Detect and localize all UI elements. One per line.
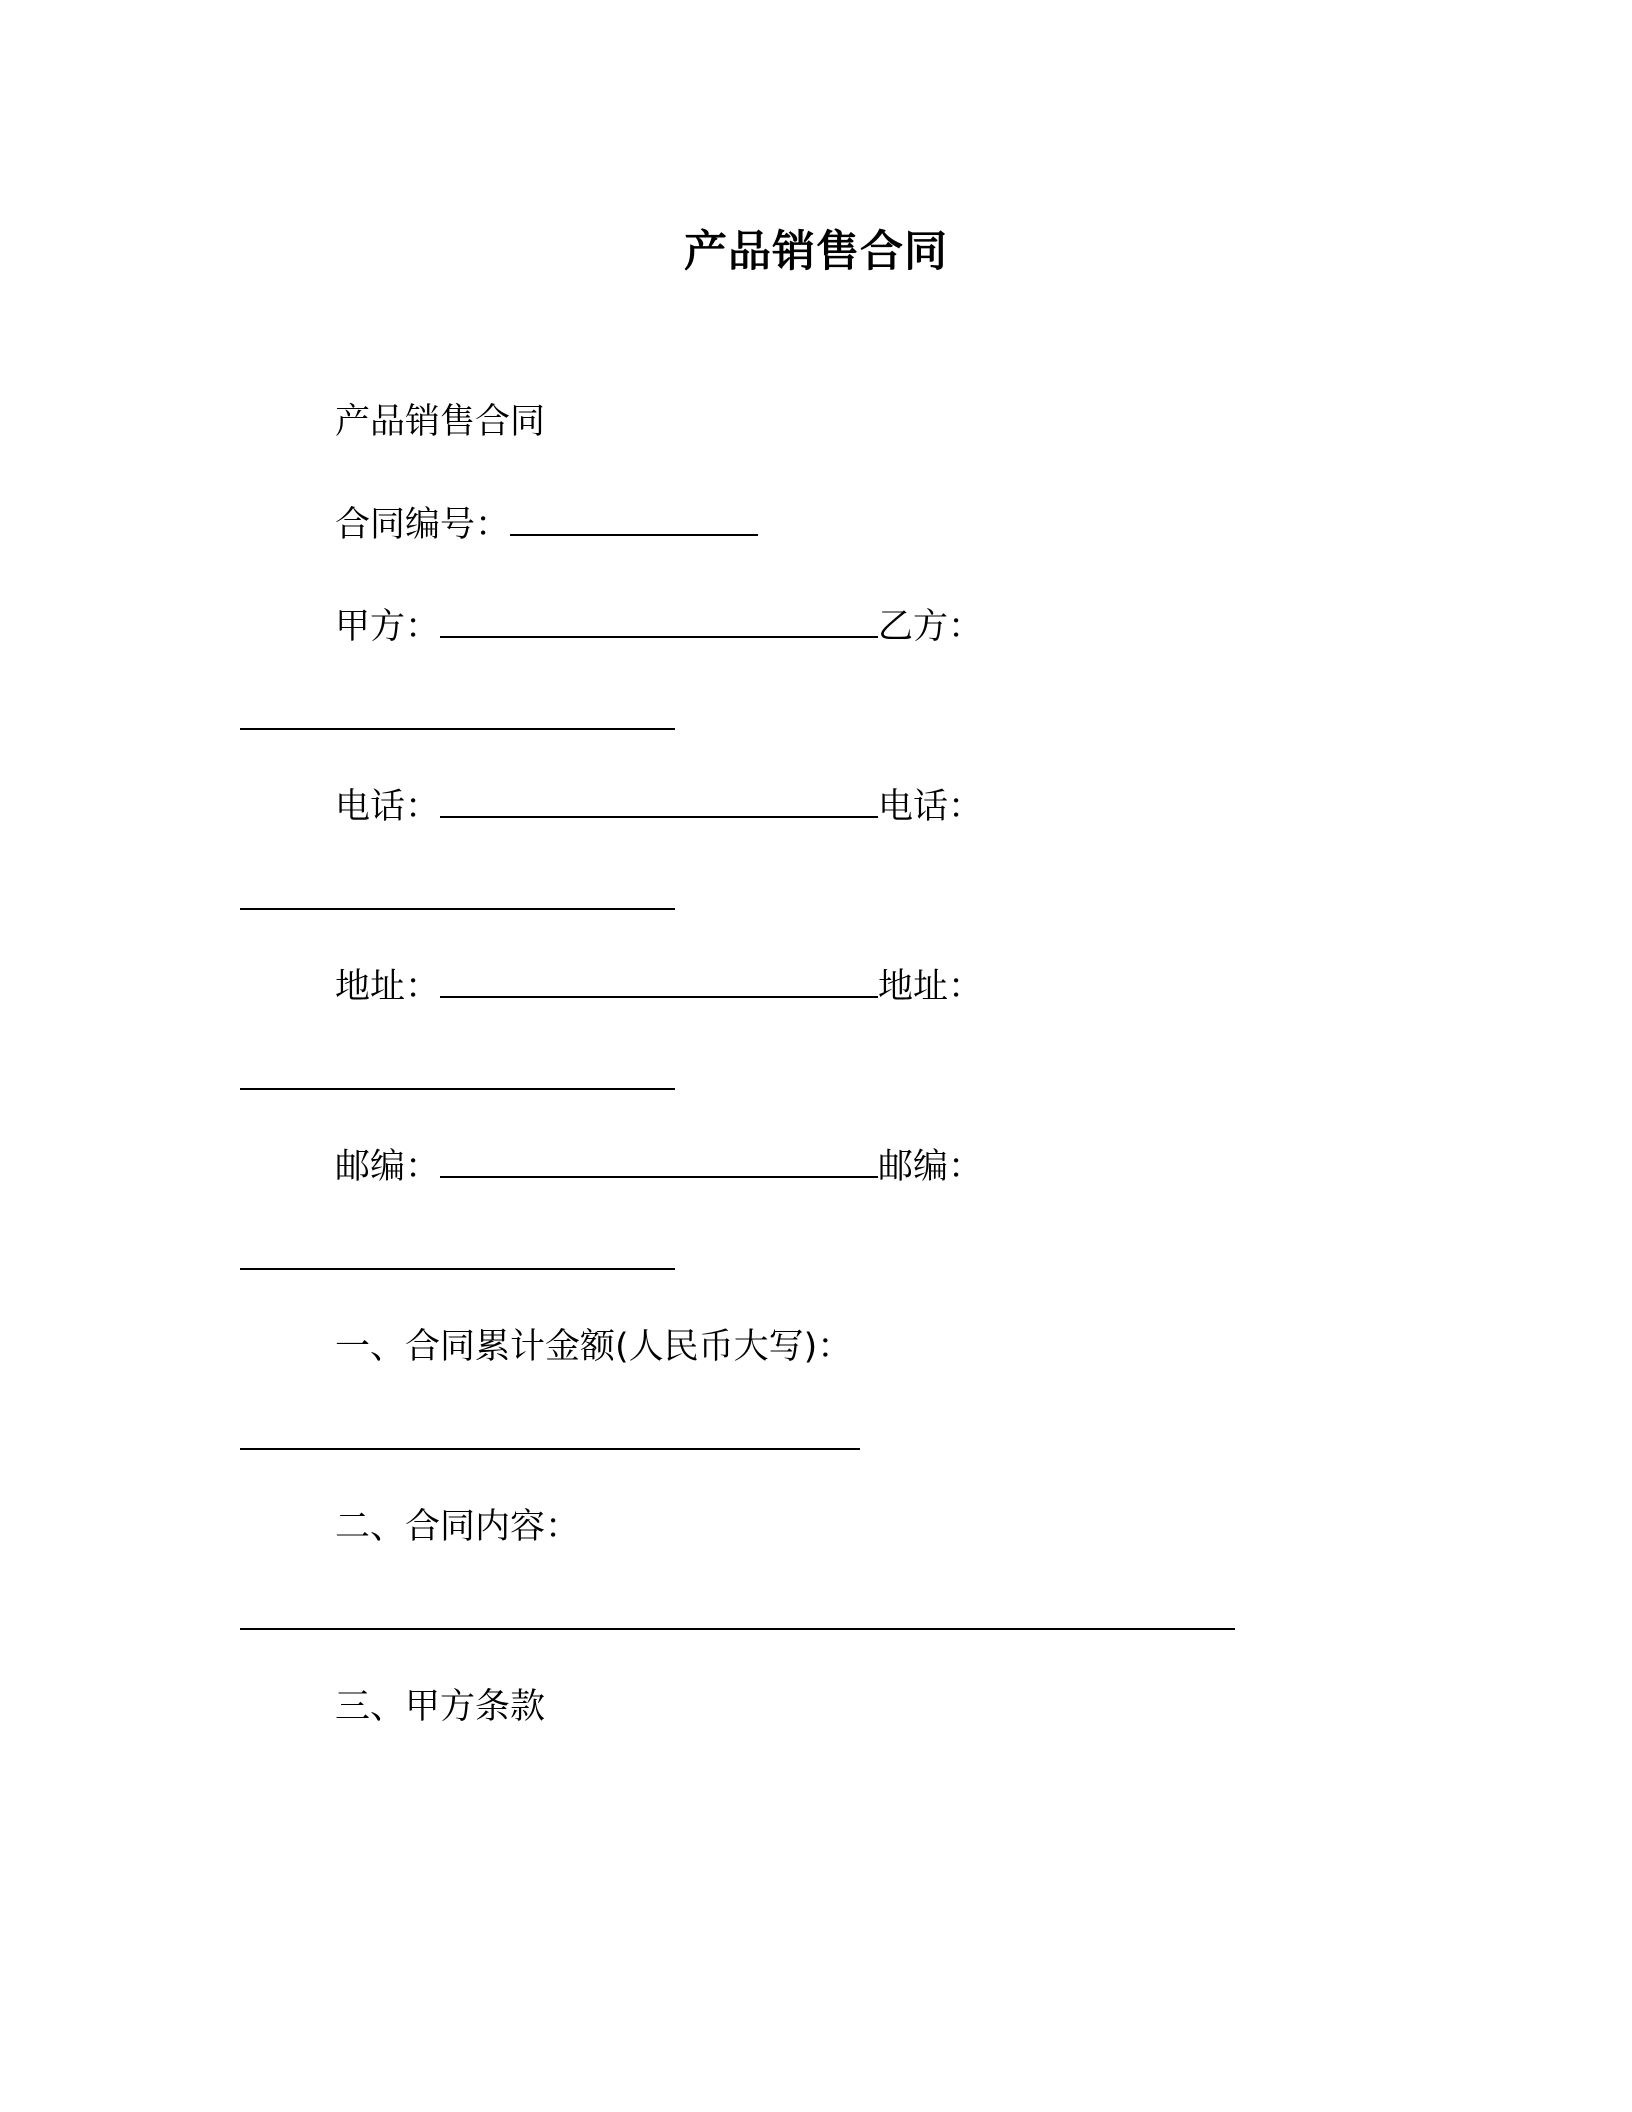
- party-b-label: 乙方：: [878, 607, 984, 647]
- document-title: 产品销售合同: [684, 227, 948, 277]
- address-b-blank[interactable]: [240, 1088, 675, 1090]
- postcode-b-label: 邮编：: [878, 1147, 984, 1187]
- postcode-b-blank[interactable]: [240, 1268, 675, 1270]
- phone-a-label: 电话：: [335, 787, 441, 827]
- address-line: [335, 962, 983, 1012]
- address-b-label: 地址：: [878, 967, 984, 1007]
- party-b-blank[interactable]: [240, 728, 675, 730]
- section-2-heading: 二、合同内容：: [335, 1507, 581, 1547]
- party-line: [335, 602, 983, 652]
- phone-b-label: 电话：: [878, 787, 984, 827]
- contract-number-blank[interactable]: [510, 504, 758, 536]
- subtitle: 产品销售合同: [335, 402, 546, 442]
- address-a-blank[interactable]: [440, 966, 878, 998]
- contract-number-label: 合同编号：: [335, 505, 511, 545]
- section-1-heading: 一、合同累计金额(人民币大写)：: [335, 1327, 853, 1367]
- section-3-heading: 三、甲方条款: [335, 1687, 546, 1727]
- phone-line: [335, 782, 983, 832]
- party-a-blank[interactable]: [440, 606, 878, 638]
- postcode-a-blank[interactable]: [440, 1146, 878, 1178]
- address-a-label: 地址：: [335, 967, 441, 1007]
- phone-a-blank[interactable]: [440, 786, 878, 818]
- amount-blank[interactable]: [240, 1448, 860, 1450]
- party-a-label: 甲方：: [335, 607, 441, 647]
- content-blank[interactable]: [240, 1628, 1235, 1630]
- contract-number-line: [335, 500, 758, 550]
- phone-b-blank[interactable]: [240, 908, 675, 910]
- postcode-a-label: 邮编：: [335, 1147, 441, 1187]
- postcode-line: [335, 1142, 983, 1192]
